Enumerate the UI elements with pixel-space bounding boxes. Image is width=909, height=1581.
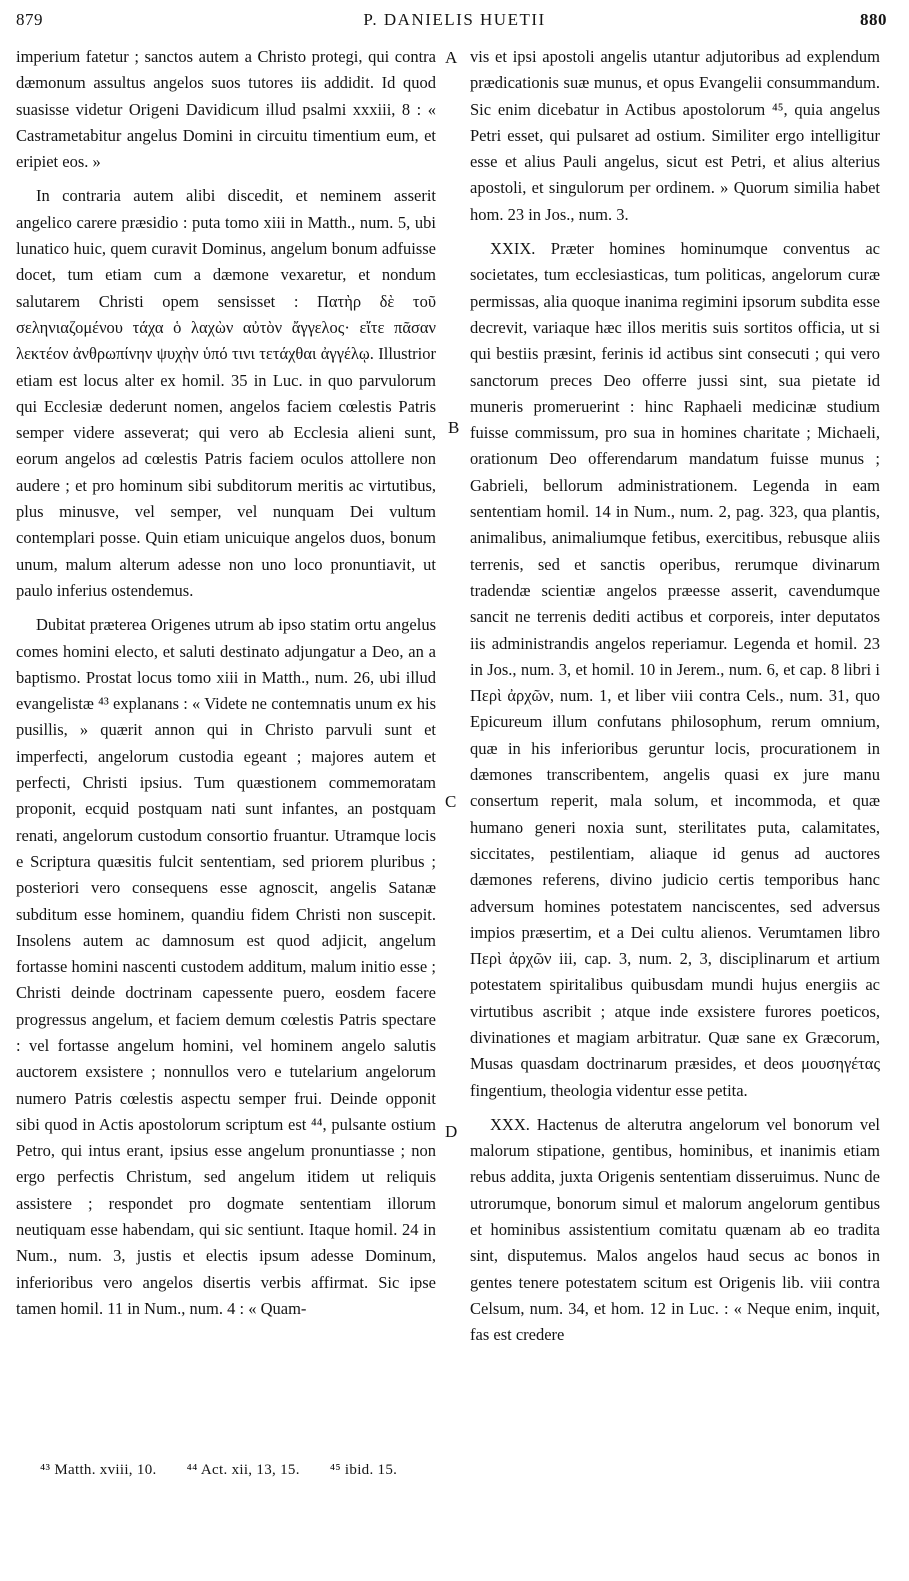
running-title: P. DANIELIS HUETII [363, 10, 546, 29]
page-number-right: 880 [860, 10, 887, 29]
paragraph: In contraria autem alibi discedit, et neminem asserit angelico carere præsidio : puta tomo xiii in Matth., num. 5, ubi lunatico huic, quem curavit Dominus, angelum bonum adfuisse docet, tum etiam cum a dæmone vexaretur, et nondum salutarem Christi opem sensisset : Πατὴρ δὲ τοῦ σεληνιαζομένου τάχα ὁ λαχὼν αὐτὸν ἄγγελος· εἴτε πᾶσαν λεκτέον ἀνθρωπίνην ψυχὴν ὑπό τινι τετάχθαι ἀγγέλῳ. Illustrior etiam est locus alter ex homil. 35 in Luc. in quo parvulorum qui Ecclesiæ dederunt nomen, angelos faciem cœlestis Patris semper videre asseverat; qui vero ab Ecclesia alieni sunt, eorum angelos ad cœlestis Patris faciem oculos attollere non audere ; et pro hominum sibi subditorum meritis ac virtutibus, plus minusve, vel semper, vel nunquam Dei vultum contemplari posse. Quin etiam unicuique angelos duos, bonum unum, malum alterum adesse non uno loco pronuntiavit, ut paulo inferius ostendemus. [16, 186, 436, 600]
page-number-left: 879 [16, 10, 43, 29]
paragraph: imperium fatetur ; sanctos autem a Christo protegi, qui contra dæmonum assultus angelos suos tutores iis addidit. Id quod suasisse videtur Origeni Davidicum illud psalmi xxxiii, 8 : « Castrametabitur angelus Domini in circuitu timentium eum, et eripiet eos. » [16, 47, 436, 172]
margin-marker-c: C [445, 792, 457, 811]
margin-marker-a: A [445, 48, 458, 67]
footnote: ⁴³ Matth. xviii, 10. [40, 1462, 157, 1478]
paragraph: vis et ipsi apostoli angelis utantur adjutoribus ad explendum prædicationis suæ munus, et opus Evangelii consummandum. Sic enim dicebatur in Actibus apostolorum ⁴⁵, quia angelus Petri esset, qui pulsaret ad ostium. Similiter ergo intelligitur esse et alius Pauli angelus, sicut est Petri, et alius alterius apostoli, et singulorum per ordinem. » Quorum similia habet hom. 23 in Jos., num. 3. [470, 47, 880, 224]
footnote: ⁴⁴ Act. xii, 13, 15. [186, 1462, 300, 1478]
right-column [470, 44, 880, 1349]
margin-marker-d: D [445, 1122, 458, 1141]
paragraph: XXIX. Præter homines hominumque conventus ac societates, tum ecclesiasticas, tum politicas, angelorum curæ permissas, alia quoque inanima regimini ipsorum subdita esse decrevit, variaque hæc illos meritis suis sortitos officia, ut si qui bestiis præsint, ferinis id actibus sint consecuti ; qui vero sanctorum preces Deo offerre jussi sint, sua pietate id muneris promeruerint : hinc Raphaeli medicinæ studium fuisse commissum, pro sua in homines charitate ; Michaeli, orationum Deo offerendarum mandatum fuisse munus ; Gabrieli, bellorum administrationem. Legenda in eam sententiam homil. 14 in Num., num. 2, pag. 323, qua plantis, animalibus, animaliumque fetibus, exercitibus, rebusque aliis terrenis, sed et sanctis operibus, rerumque divinarum tradendæ scientiæ angelos præesse asserit, cavendumque sancit ne terrenis dediti actibus et corporeis, inter deputatos iis administrandis angelos reperiamur. Legenda et homil. 23 in Jos., num. 3, et homil. 10 in Jerem., num. 6, et cap. 8 libri i Περὶ ἀρχῶν, num. 1, et liber viii contra Cels., num. 31, quo Epicureum illum confutans philosophum, rerum omnium, quæ in his inferioribus geruntur locis, procurationem in dæmones transcribentem, angelis quasi ex jure manu consertum reperit, mala solum, et incommoda, et quæ humano generi noxia sunt, sterilitates puta, calamitates, siccitates, pestilentiam, aliaque id genus ad auctores dæmones referens, divino judicio certis temporibus hanc adversum homines potestatem nanciscentes, sed adversus impios præsertim, et a Dei cultu alienos. Verumtamen libro Περὶ ἀρχῶν iii, cap. 3, num. 2, 3, disciplinarum et artium potestatem spiritalibus quibusdam mundi hujus energiis ac virtutibus ascribit ; atque inde exsistere furores poeticos, divinationes et magiam arbitratur. Quæ sane ex Græcorum, Musas quasdam doctrinarum præsides, et deos μουσηγέτας fingentium, theologia videntur esse petita. [470, 239, 880, 1100]
footnote: ⁴⁵ ibid. 15. [329, 1462, 398, 1478]
page-header [0, 0, 909, 34]
margin-marker-b: B [448, 418, 460, 437]
paragraph: XXX. Hactenus de alterutra angelorum vel bonorum vel malorum stipatione, gentibus, hominibus, et inanimis etiam rebus addita, juxta Origenis sententiam disseruimus. Nunc de utrorumque, bonorum simul et malorum angelorum gentibus et hominibus assistentium comitatu quænam ab eo tradita sint, disputemus. Malos angelos haud secus ac bonos in gentes tenere potestatem scitum est Origenis lib. viii contra Celsum, num. 34, et hom. 12 in Luc. : « Neque enim, inquit, fas est credere [470, 1114, 880, 1345]
left-column [16, 44, 436, 1322]
footnotes [40, 1462, 397, 1479]
paragraph: Dubitat præterea Origenes utrum ab ipso statim ortu angelus comes homini electo, et saluti destinato adjungatur a Deo, an a baptismo. Prostat locus tomo xiii in Matth., num. 26, ubi illud evangelistæ ⁴³ explanans : « Videte ne contemnatis unum ex his pusillis, » quærit annon qui in Christo parvuli sunt et imperfecti, angelorum custodia egeant ; majores autem et perfecti, Christi ipsius. Tum quæstionem commemoratam proponit, ecquid postquam nati sunt infantes, an postquam renati, angelorum custodum consortio fruantur. Utramque locis e Scriptura quæsitis fulcit sententiam, sed priorem pluribus ; posteriori vero consequens esse agnoscit, angelis Satanæ subditum esse hominem, quandiu fidem Christi non suscepit. Insolens autem ac damnosum est quod adjicit, angelum fortasse homini nascenti custodem additum, malum initio esse ; Christi deinde doctrinam capessente puero, eosdem facere progressus angelum, et faciem demum cœlestis Patris spectare : vel fortasse angelum homini, vel hominem angelo salutis auctorem exsistere ; nonnullos vero e tutelarium angelorum numero Patris cœlestis aspectu semper frui. Deinde opponit sibi quod in Actis apostolorum scriptum est ⁴⁴, pulsante ostium Petro, qui intus erant, ipsius esse angelum pronuntiasse ; non ergo perfectis Christum, sed angelum itidem ut reliquis assistere ; respondet pro dogmate sententiam illorum neutiquam esse habendam, qui sic sentiunt. Itaque homil. 24 in Num., num. 3, justis et electis ipsum adesse Dominum, inferioribus vero angelos disertis verbis affirmat. Sic ipse tamen homil. 11 in Num., num. 4 : « Quam- [16, 615, 436, 1318]
